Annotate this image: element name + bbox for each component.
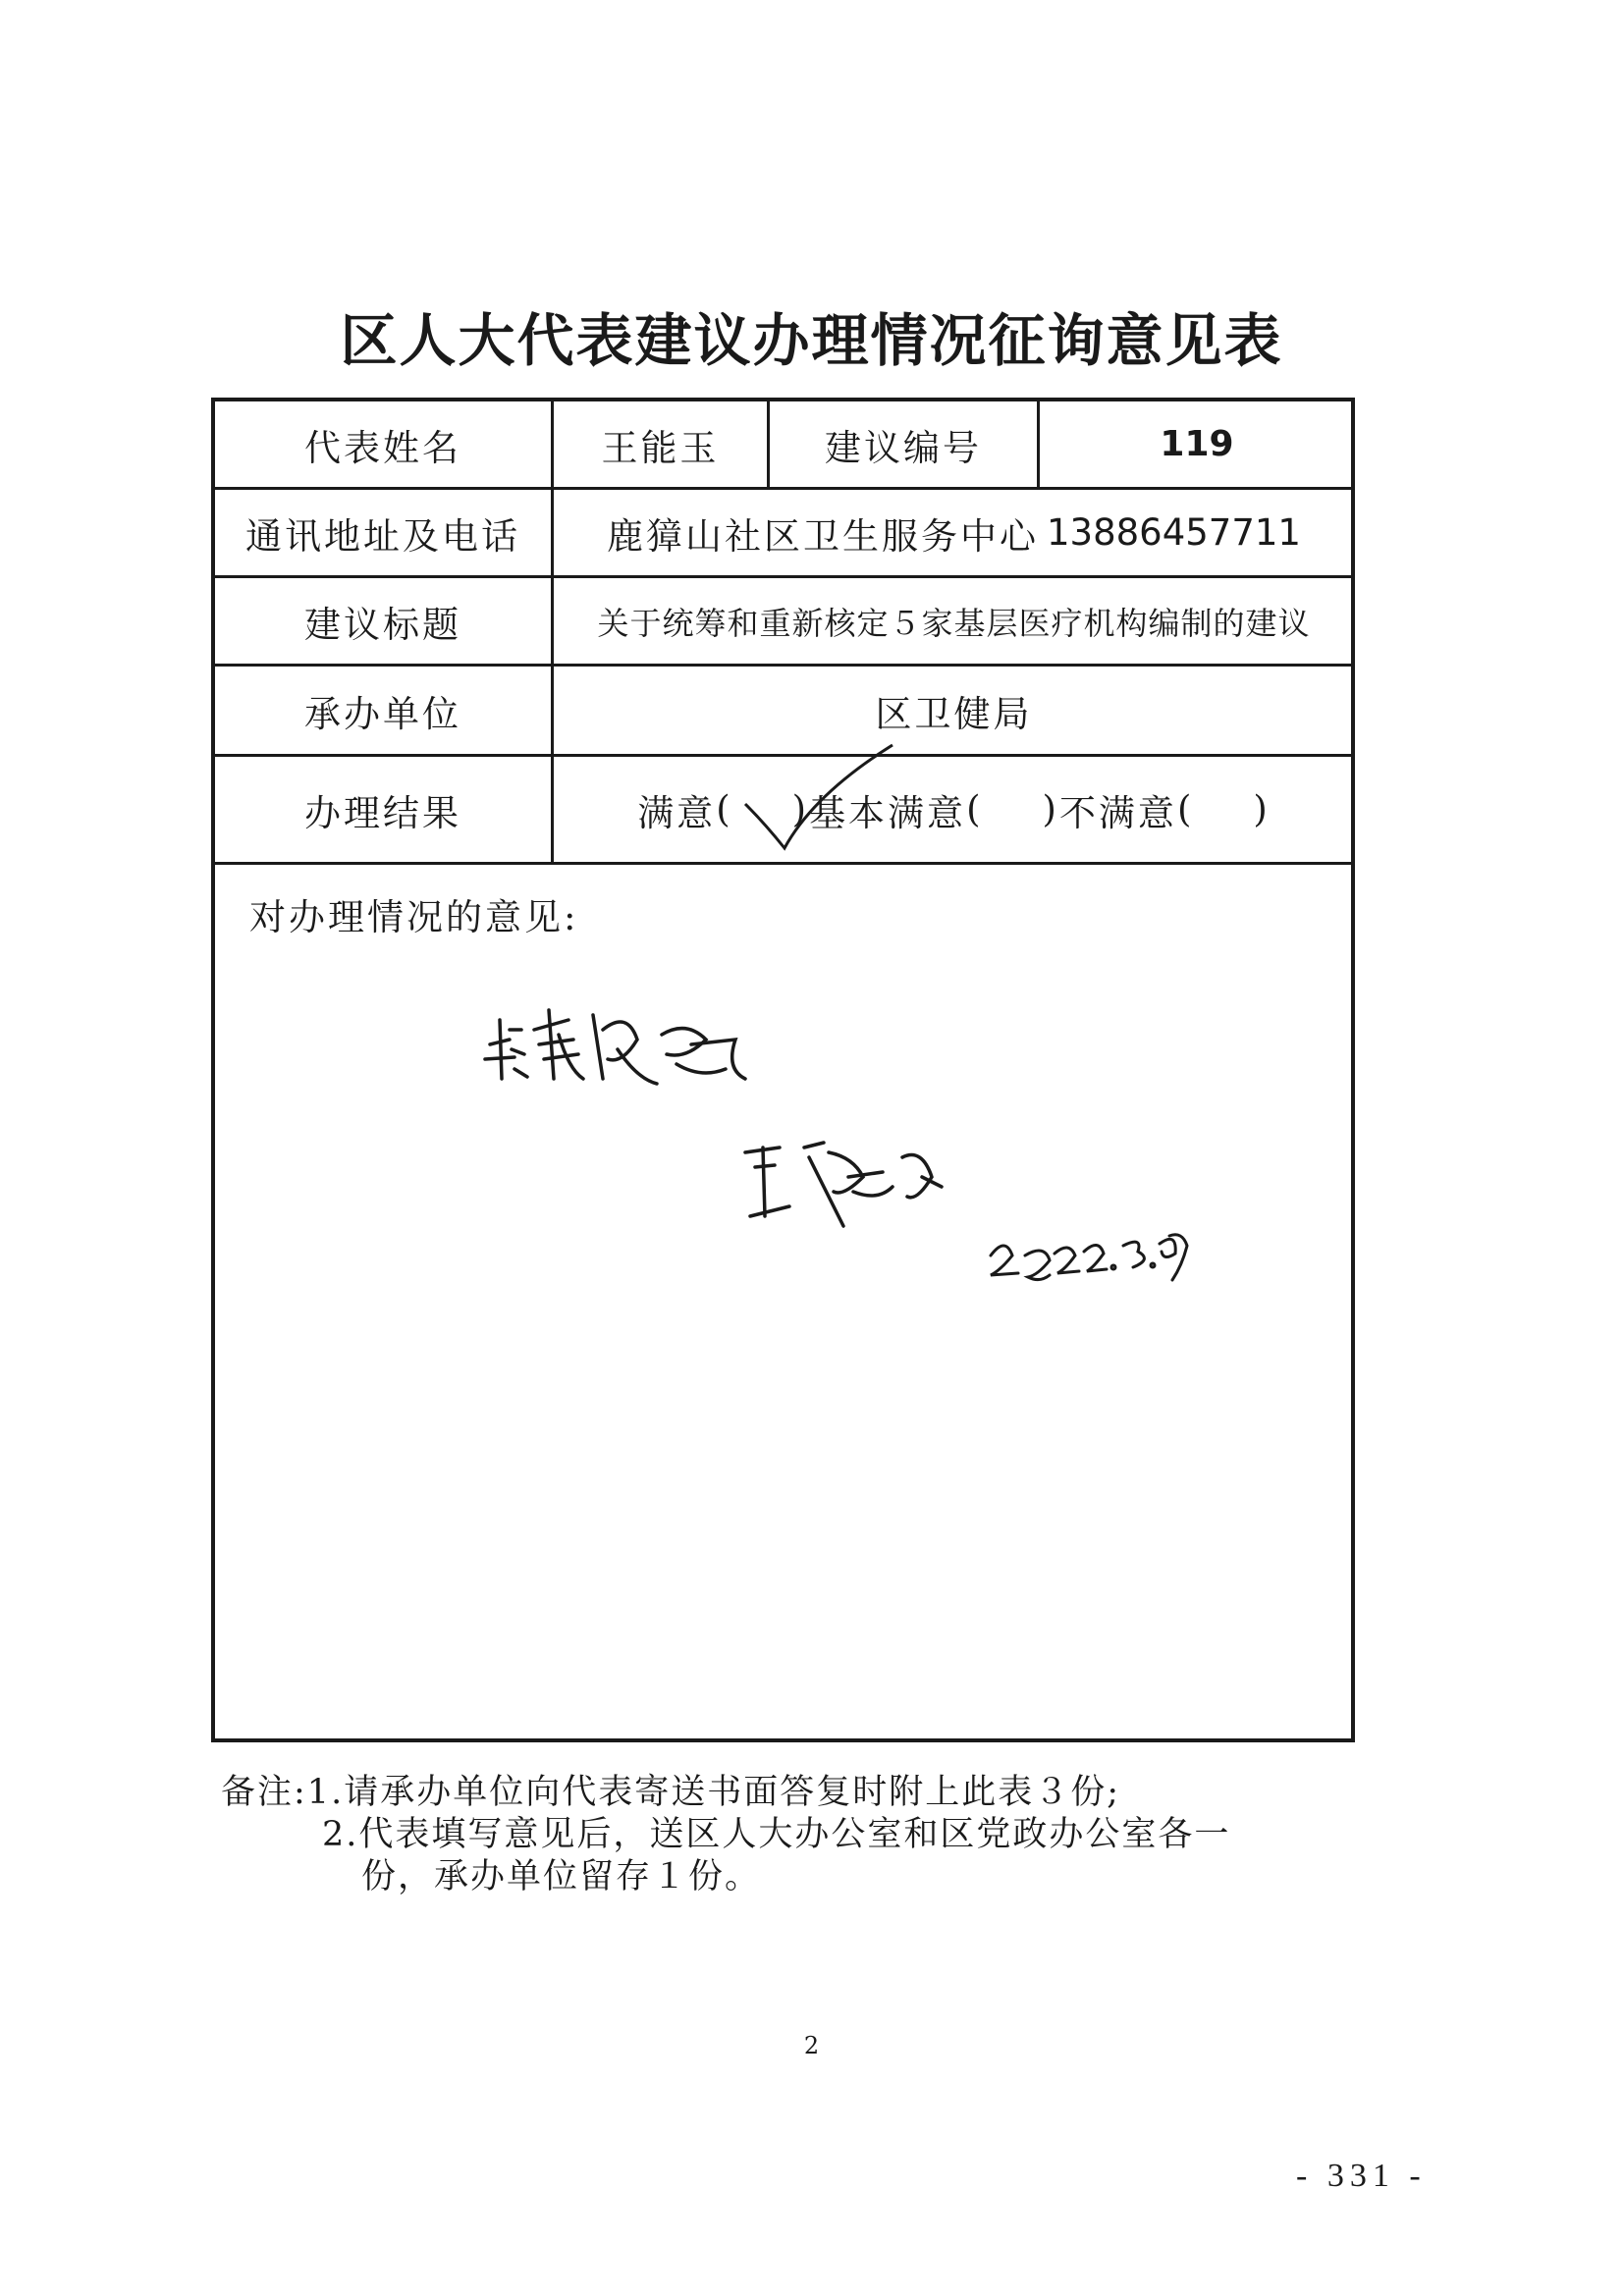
page-number: 2 bbox=[803, 2032, 820, 2059]
result-options bbox=[554, 757, 1354, 862]
handwritten-signature bbox=[745, 1143, 942, 1226]
note-line-1 bbox=[221, 1772, 1230, 1814]
page-title: 区人大代表建议办理情况征询意见表 bbox=[340, 307, 1283, 374]
handwritten-date bbox=[991, 1235, 1187, 1280]
paren-open-3: ( bbox=[1176, 788, 1195, 830]
row-address bbox=[215, 490, 1351, 578]
address-label: 通讯地址及电话 bbox=[215, 490, 554, 575]
paren-open-1: ( bbox=[716, 788, 733, 830]
unit-value: 区卫健局 bbox=[875, 692, 1033, 735]
note-2: 2.代表填写意见后，送区人大办公室和区党政办公室各一 bbox=[322, 1815, 1231, 1854]
handwritten-opinion bbox=[485, 1010, 745, 1084]
paren-close-1: ) bbox=[791, 788, 810, 830]
number-value: 119 bbox=[1160, 424, 1234, 464]
row-representative bbox=[215, 401, 1351, 490]
paren-open-2: ( bbox=[966, 788, 984, 830]
name-value: 王能玉 bbox=[554, 401, 770, 487]
paren-close-2: ) bbox=[1042, 788, 1059, 830]
phone-value: 13886457711 bbox=[1047, 511, 1301, 554]
opinion-label: 对办理情况的意见: bbox=[249, 896, 579, 938]
footer-page-number: - 331 - bbox=[1296, 2158, 1427, 2194]
address-value: 鹿獐山社区卫生服务中心 bbox=[607, 514, 1040, 558]
unit-label: 承办单位 bbox=[215, 667, 554, 754]
note-2-cont: 份，承办单位留存１份。 bbox=[361, 1857, 762, 1896]
notes-prefix: 备注: bbox=[221, 1773, 307, 1812]
subject-value: 关于统筹和重新核定５家基层医疗机构编制的建议 bbox=[597, 604, 1311, 642]
paren-close-3: ) bbox=[1253, 788, 1271, 830]
row-subject bbox=[215, 578, 1351, 667]
option-satisfied: 满意 bbox=[637, 791, 717, 834]
result-label: 办理结果 bbox=[215, 757, 554, 862]
notes bbox=[221, 1772, 1230, 1898]
option-basic: 基本满意 bbox=[809, 791, 967, 834]
row-result bbox=[215, 757, 1351, 865]
row-unit bbox=[215, 667, 1351, 757]
subject-label: 建议标题 bbox=[215, 578, 554, 664]
address-cell bbox=[554, 490, 1354, 575]
option-unsatisfied: 不满意 bbox=[1058, 791, 1177, 834]
name-label: 代表姓名 bbox=[215, 401, 554, 487]
opinion-form bbox=[211, 398, 1355, 1742]
note-1: 1.请承办单位向代表寄送书面答复时附上此表３份; bbox=[306, 1773, 1120, 1812]
number-label: 建议编号 bbox=[770, 401, 1040, 487]
